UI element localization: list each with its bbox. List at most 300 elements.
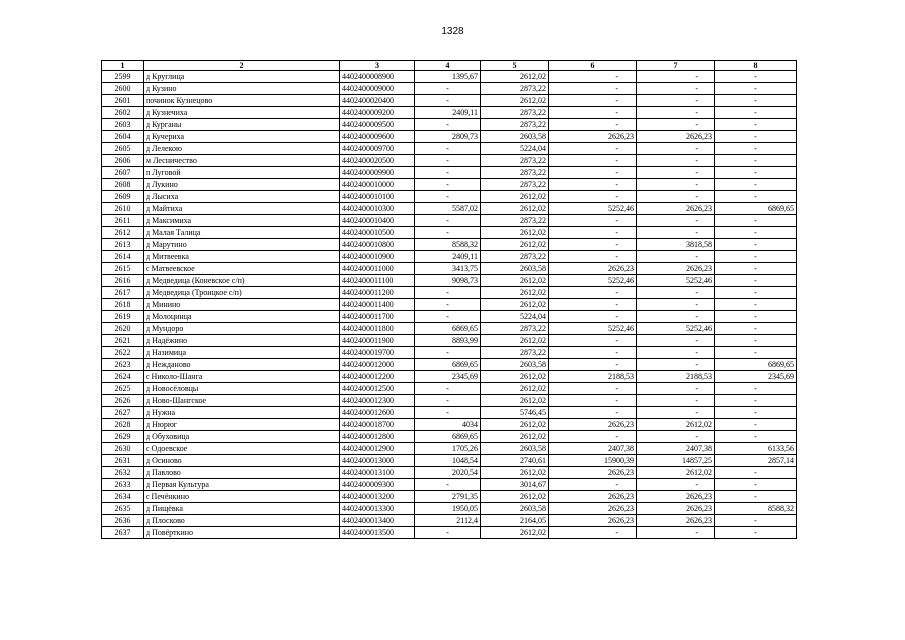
table-cell-col-3: 4402400008900 <box>340 71 415 83</box>
table-cell-col-5: 2612,02 <box>481 371 549 383</box>
table-cell-col-1: 2602 <box>102 107 144 119</box>
table-cell-col-4: - <box>415 143 481 155</box>
table-cell-col-8: - <box>715 299 797 311</box>
table-cell-col-2: д Медведица (Коневское с/п) <box>144 275 340 287</box>
table-row <box>102 515 797 527</box>
table-row <box>102 155 797 167</box>
table-cell-col-1: 2634 <box>102 491 144 503</box>
table-cell-col-6: - <box>549 251 637 263</box>
table-cell-col-6: - <box>549 383 637 395</box>
table-cell-col-3: 4402400019700 <box>340 347 415 359</box>
table-cell-col-3: 4402400011800 <box>340 323 415 335</box>
table-cell-col-4: - <box>415 479 481 491</box>
table-cell-col-5: 2612,02 <box>481 491 549 503</box>
table-cell-col-8: 6869,65 <box>715 359 797 371</box>
table-cell-col-6: - <box>549 215 637 227</box>
table-cell-col-8: - <box>715 167 797 179</box>
table-row <box>102 443 797 455</box>
table-cell-col-7: 2626,23 <box>637 515 715 527</box>
table-cell-col-8: 2345,69 <box>715 371 797 383</box>
table-cell-col-8: - <box>715 155 797 167</box>
table-cell-col-4: 8588,32 <box>415 239 481 251</box>
table-cell-col-8: - <box>715 95 797 107</box>
table-cell-col-1: 2635 <box>102 503 144 515</box>
table-cell-col-7: 5252,46 <box>637 323 715 335</box>
table-cell-col-5: 2873,22 <box>481 215 549 227</box>
table-cell-col-2: м Лесничество <box>144 155 340 167</box>
table-cell-col-5: 2603,58 <box>481 503 549 515</box>
table-cell-col-3: 4402400013000 <box>340 455 415 467</box>
table-cell-col-6: - <box>549 191 637 203</box>
table-cell-col-1: 2607 <box>102 167 144 179</box>
table-cell-col-7: - <box>637 167 715 179</box>
table-cell-col-5: 2873,22 <box>481 155 549 167</box>
table-cell-col-6: 2626,23 <box>549 419 637 431</box>
table-cell-col-3: 4402400011400 <box>340 299 415 311</box>
table-cell-col-2: д Обуховица <box>144 431 340 443</box>
table-cell-col-5: 2873,22 <box>481 119 549 131</box>
table-cell-col-1: 2633 <box>102 479 144 491</box>
table-cell-col-7: 2626,23 <box>637 131 715 143</box>
table-cell-col-6: 2626,23 <box>549 515 637 527</box>
table-cell-col-4: 4034 <box>415 419 481 431</box>
table-cell-col-5: 2612,02 <box>481 71 549 83</box>
table-cell-col-3: 4402400011200 <box>340 287 415 299</box>
table-cell-col-8: 6869,65 <box>715 203 797 215</box>
table-cell-col-1: 2622 <box>102 347 144 359</box>
table-cell-col-6: - <box>549 359 637 371</box>
table-cell-col-2: д Кузнечиха <box>144 107 340 119</box>
table-cell-col-8: - <box>715 239 797 251</box>
table-cell-col-4: 5587,02 <box>415 203 481 215</box>
column-header-4: 4 <box>415 61 481 71</box>
table-cell-col-2: починок Кузнецово <box>144 95 340 107</box>
table-cell-col-6: - <box>549 287 637 299</box>
table-cell-col-2: д Кучериха <box>144 131 340 143</box>
table-cell-col-7: 2626,23 <box>637 491 715 503</box>
table-cell-col-8: - <box>715 227 797 239</box>
table-cell-col-5: 2603,58 <box>481 131 549 143</box>
table-cell-col-2: с Матвеевское <box>144 263 340 275</box>
column-header-7: 7 <box>637 61 715 71</box>
table-cell-col-1: 2620 <box>102 323 144 335</box>
table-cell-col-3: 4402400020500 <box>340 155 415 167</box>
table-row <box>102 455 797 467</box>
table-cell-col-1: 2625 <box>102 383 144 395</box>
table-cell-col-6: - <box>549 335 637 347</box>
table-cell-col-6: 2626,23 <box>549 263 637 275</box>
table-cell-col-2: д Новосёловцы <box>144 383 340 395</box>
table-cell-col-6: - <box>549 311 637 323</box>
table-cell-col-3: 4402400013100 <box>340 467 415 479</box>
table-cell-col-3: 4402400009300 <box>340 479 415 491</box>
table-cell-col-7: - <box>637 143 715 155</box>
table-cell-col-8: - <box>715 119 797 131</box>
table-cell-col-4: - <box>415 83 481 95</box>
table-cell-col-8: 6133,56 <box>715 443 797 455</box>
table-cell-col-2: д Малая Талица <box>144 227 340 239</box>
table-cell-col-7: - <box>637 395 715 407</box>
table-cell-col-3: 4402400013200 <box>340 491 415 503</box>
table-cell-col-5: 5224,04 <box>481 143 549 155</box>
table-cell-col-8: 8588,32 <box>715 503 797 515</box>
table-row <box>102 71 797 83</box>
table-cell-col-7: 2612,02 <box>637 467 715 479</box>
table-cell-col-8: - <box>715 431 797 443</box>
table-cell-col-8: - <box>715 479 797 491</box>
table-cell-col-1: 2621 <box>102 335 144 347</box>
table-cell-col-6: 2626,23 <box>549 503 637 515</box>
table-row <box>102 107 797 119</box>
table-row <box>102 95 797 107</box>
table-cell-col-1: 2632 <box>102 467 144 479</box>
table-cell-col-1: 2629 <box>102 431 144 443</box>
table-row <box>102 335 797 347</box>
table-cell-col-7: - <box>637 287 715 299</box>
table-cell-col-5: 2612,02 <box>481 227 549 239</box>
table-cell-col-6: - <box>549 167 637 179</box>
table-cell-col-7: - <box>637 215 715 227</box>
table-row <box>102 119 797 131</box>
table-cell-col-1: 2616 <box>102 275 144 287</box>
table-cell-col-1: 2604 <box>102 131 144 143</box>
table-cell-col-6: - <box>549 95 637 107</box>
column-header-2: 2 <box>144 61 340 71</box>
table-cell-col-3: 4402400012200 <box>340 371 415 383</box>
table-cell-col-7: - <box>637 83 715 95</box>
table-cell-col-3: 4402400011100 <box>340 275 415 287</box>
table-cell-col-4: - <box>415 383 481 395</box>
table-cell-col-4: 2020,54 <box>415 467 481 479</box>
table-cell-col-2: д Первая Культура <box>144 479 340 491</box>
table-cell-col-5: 2873,22 <box>481 179 549 191</box>
table-cell-col-7: - <box>637 251 715 263</box>
table-cell-col-7: 3818,58 <box>637 239 715 251</box>
table-row <box>102 491 797 503</box>
table-cell-col-5: 2612,02 <box>481 419 549 431</box>
table-cell-col-8: - <box>715 515 797 527</box>
table-cell-col-2: д Повёрткино <box>144 527 340 539</box>
table-cell-col-2: д Медведица (Троицкое с/п) <box>144 287 340 299</box>
table-cell-col-6: - <box>549 83 637 95</box>
table-cell-col-3: 4402400010800 <box>340 239 415 251</box>
table-row <box>102 275 797 287</box>
table-cell-col-8: - <box>715 419 797 431</box>
table-cell-col-4: 6869,65 <box>415 431 481 443</box>
table-cell-col-7: - <box>637 191 715 203</box>
table-row <box>102 251 797 263</box>
table-cell-col-1: 2600 <box>102 83 144 95</box>
table-cell-col-7: - <box>637 107 715 119</box>
table-cell-col-8: - <box>715 275 797 287</box>
table-cell-col-6: - <box>549 431 637 443</box>
table-cell-col-2: д Осиново <box>144 455 340 467</box>
table-cell-col-4: 1048,54 <box>415 455 481 467</box>
table-cell-col-8: - <box>715 107 797 119</box>
table-cell-col-6: - <box>549 155 637 167</box>
table-cell-col-3: 4402400009700 <box>340 143 415 155</box>
table-cell-col-8: - <box>715 251 797 263</box>
table-cell-col-8: - <box>715 527 797 539</box>
table-cell-col-5: 2873,22 <box>481 347 549 359</box>
table-cell-col-7: - <box>637 407 715 419</box>
table-row <box>102 131 797 143</box>
table-cell-col-4: - <box>415 215 481 227</box>
table-cell-col-4: - <box>415 287 481 299</box>
table-row <box>102 383 797 395</box>
table-cell-col-2: д Нюрюг <box>144 419 340 431</box>
table-cell-col-6: - <box>549 107 637 119</box>
table-cell-col-8: - <box>715 491 797 503</box>
table-cell-col-8: - <box>715 347 797 359</box>
table-cell-col-1: 2624 <box>102 371 144 383</box>
table-row <box>102 227 797 239</box>
table-cell-col-3: 4402400012500 <box>340 383 415 395</box>
table-row <box>102 179 797 191</box>
table-cell-col-6: 5252,46 <box>549 203 637 215</box>
table-cell-col-1: 2612 <box>102 227 144 239</box>
table-row <box>102 215 797 227</box>
table-cell-col-7: - <box>637 311 715 323</box>
table-cell-col-2: п Луговой <box>144 167 340 179</box>
table-cell-col-1: 2606 <box>102 155 144 167</box>
table-cell-col-1: 2614 <box>102 251 144 263</box>
table-cell-col-6: - <box>549 395 637 407</box>
table-cell-col-3: 4402400010500 <box>340 227 415 239</box>
table-cell-col-1: 2613 <box>102 239 144 251</box>
table-cell-col-3: 4402400013300 <box>340 503 415 515</box>
table-cell-col-4: 1705,26 <box>415 443 481 455</box>
table-cell-col-2: д Молоцинцa <box>144 311 340 323</box>
table-cell-col-5: 2612,02 <box>481 191 549 203</box>
table-cell-col-5: 2612,02 <box>481 431 549 443</box>
table-cell-col-3: 4402400013500 <box>340 527 415 539</box>
table-cell-col-6: 2626,23 <box>549 491 637 503</box>
table-cell-col-2: д Митвеевка <box>144 251 340 263</box>
table-cell-col-8: - <box>715 143 797 155</box>
table-cell-col-3: 4402400011000 <box>340 263 415 275</box>
table-cell-col-2: д Ново-Шангское <box>144 395 340 407</box>
table-cell-col-5: 2612,02 <box>481 383 549 395</box>
table-cell-col-2: д Круглица <box>144 71 340 83</box>
table-cell-col-8: - <box>715 287 797 299</box>
table-cell-col-3: 4402400020400 <box>340 95 415 107</box>
table-cell-col-1: 2610 <box>102 203 144 215</box>
table-cell-col-3: 4402400012900 <box>340 443 415 455</box>
table-cell-col-1: 2631 <box>102 455 144 467</box>
table-cell-col-7: - <box>637 431 715 443</box>
table-cell-col-1: 2601 <box>102 95 144 107</box>
table-cell-col-1: 2630 <box>102 443 144 455</box>
table-cell-col-8: 2857,14 <box>715 455 797 467</box>
table-cell-col-4: - <box>415 179 481 191</box>
table-cell-col-8: - <box>715 395 797 407</box>
table-cell-col-5: 2612,02 <box>481 275 549 287</box>
table-cell-col-6: - <box>549 227 637 239</box>
table-cell-col-7: - <box>637 383 715 395</box>
table-cell-col-4: 2809,73 <box>415 131 481 143</box>
table-cell-col-8: - <box>715 83 797 95</box>
table-cell-col-6: 2626,23 <box>549 467 637 479</box>
table-cell-col-6: 15900,39 <box>549 455 637 467</box>
table-cell-col-5: 2612,02 <box>481 287 549 299</box>
table-cell-col-4: 1395,67 <box>415 71 481 83</box>
table-cell-col-3: 4402400010900 <box>340 251 415 263</box>
table-cell-col-4: - <box>415 95 481 107</box>
table-cell-col-7: - <box>637 527 715 539</box>
table-cell-col-7: 2626,23 <box>637 263 715 275</box>
table-body <box>102 71 797 539</box>
table-cell-col-3: 4402400012300 <box>340 395 415 407</box>
table-cell-col-8: - <box>715 191 797 203</box>
table-row <box>102 359 797 371</box>
table-cell-col-4: - <box>415 191 481 203</box>
table-row <box>102 503 797 515</box>
table-cell-col-6: - <box>549 407 637 419</box>
table-cell-col-5: 2603,58 <box>481 443 549 455</box>
table-cell-col-5: 2873,22 <box>481 167 549 179</box>
table-cell-col-8: - <box>715 263 797 275</box>
table-cell-col-7: 2407,38 <box>637 443 715 455</box>
table-row <box>102 479 797 491</box>
table-cell-col-6: - <box>549 347 637 359</box>
table-cell-col-6: 2188,53 <box>549 371 637 383</box>
table-cell-col-8: - <box>715 335 797 347</box>
table-cell-col-4: 2345,69 <box>415 371 481 383</box>
table-row <box>102 311 797 323</box>
table-cell-col-3: 4402400010100 <box>340 191 415 203</box>
data-table <box>101 60 797 539</box>
table-row <box>102 263 797 275</box>
table-cell-col-5: 2612,02 <box>481 299 549 311</box>
table-cell-col-2: д Курганы <box>144 119 340 131</box>
table-cell-col-5: 5224,04 <box>481 311 549 323</box>
table-cell-col-2: д Майтиха <box>144 203 340 215</box>
table-row <box>102 203 797 215</box>
table-cell-col-5: 2740,61 <box>481 455 549 467</box>
table-cell-col-2: д Нужна <box>144 407 340 419</box>
table-row <box>102 527 797 539</box>
table-cell-col-7: 2612,02 <box>637 419 715 431</box>
table-cell-col-7: - <box>637 479 715 491</box>
table-cell-col-8: - <box>715 407 797 419</box>
table-cell-col-2: д Лукино <box>144 179 340 191</box>
table-cell-col-4: 2409,11 <box>415 251 481 263</box>
table-cell-col-2: д Мундоро <box>144 323 340 335</box>
table-cell-col-2: д Минино <box>144 299 340 311</box>
table-cell-col-4: 6869,65 <box>415 359 481 371</box>
table-cell-col-3: 4402400010300 <box>340 203 415 215</box>
table-cell-col-3: 4402400012800 <box>340 431 415 443</box>
table-cell-col-5: 2612,02 <box>481 335 549 347</box>
table-cell-col-6: - <box>549 119 637 131</box>
table-cell-col-6: - <box>549 143 637 155</box>
table-row <box>102 191 797 203</box>
table-cell-col-2: д Лелекою <box>144 143 340 155</box>
table-cell-col-8: - <box>715 467 797 479</box>
table-cell-col-1: 2637 <box>102 527 144 539</box>
table-row <box>102 83 797 95</box>
table-cell-col-1: 2623 <box>102 359 144 371</box>
table-cell-col-5: 2612,02 <box>481 239 549 251</box>
table-cell-col-7: - <box>637 335 715 347</box>
table-cell-col-4: 8893,99 <box>415 335 481 347</box>
table-cell-col-8: - <box>715 323 797 335</box>
table-cell-col-4: 3413,75 <box>415 263 481 275</box>
table-cell-col-7: - <box>637 347 715 359</box>
table-row <box>102 395 797 407</box>
table-cell-col-4: - <box>415 395 481 407</box>
column-header-5: 5 <box>481 61 549 71</box>
table-cell-col-2: д Пищёвка <box>144 503 340 515</box>
table-cell-col-7: - <box>637 71 715 83</box>
table-cell-col-8: - <box>715 131 797 143</box>
table-cell-col-7: 2626,23 <box>637 203 715 215</box>
table-cell-col-2: д Кузино <box>144 83 340 95</box>
table-cell-col-3: 4402400012600 <box>340 407 415 419</box>
table-row <box>102 431 797 443</box>
table-cell-col-4: 6869,65 <box>415 323 481 335</box>
table-cell-col-7: - <box>637 155 715 167</box>
table-row <box>102 323 797 335</box>
table-cell-col-4: - <box>415 119 481 131</box>
table-cell-col-5: 2612,02 <box>481 203 549 215</box>
table-cell-col-8: - <box>715 311 797 323</box>
table-cell-col-6: 5252,46 <box>549 323 637 335</box>
table-cell-col-3: 4402400009500 <box>340 119 415 131</box>
table-cell-col-1: 2611 <box>102 215 144 227</box>
table-cell-col-1: 2615 <box>102 263 144 275</box>
table-cell-col-2: д Плосково <box>144 515 340 527</box>
table-cell-col-4: - <box>415 347 481 359</box>
table-cell-col-1: 2603 <box>102 119 144 131</box>
table-header-row <box>102 61 797 71</box>
table-cell-col-1: 2627 <box>102 407 144 419</box>
table-cell-col-6: - <box>549 239 637 251</box>
table-cell-col-3: 4402400012000 <box>340 359 415 371</box>
table-cell-col-3: 4402400009000 <box>340 83 415 95</box>
table-cell-col-2: д Максимиха <box>144 215 340 227</box>
table-cell-col-5: 2612,02 <box>481 95 549 107</box>
table-cell-col-2: д Лысиха <box>144 191 340 203</box>
table-cell-col-3: 4402400009200 <box>340 107 415 119</box>
table-cell-col-3: 4402400013400 <box>340 515 415 527</box>
table-cell-col-2: д Нежданово <box>144 359 340 371</box>
table-cell-col-7: 5252,46 <box>637 275 715 287</box>
table-cell-col-3: 4402400009600 <box>340 131 415 143</box>
table-cell-col-5: 2873,22 <box>481 83 549 95</box>
table-cell-col-4: - <box>415 407 481 419</box>
table-cell-col-3: 4402400011700 <box>340 311 415 323</box>
table-cell-col-1: 2608 <box>102 179 144 191</box>
table-cell-col-6: - <box>549 71 637 83</box>
table-cell-col-3: 4402400011900 <box>340 335 415 347</box>
table-cell-col-8: - <box>715 215 797 227</box>
table-cell-col-8: - <box>715 383 797 395</box>
table-cell-col-5: 3014,67 <box>481 479 549 491</box>
table-cell-col-7: - <box>637 227 715 239</box>
table-cell-col-5: 2164,05 <box>481 515 549 527</box>
table-cell-col-3: 4402400018700 <box>340 419 415 431</box>
table-row <box>102 467 797 479</box>
table-cell-col-7: - <box>637 179 715 191</box>
table-row <box>102 299 797 311</box>
table-cell-col-2: д Назимица <box>144 347 340 359</box>
table-cell-col-4: 2409,11 <box>415 107 481 119</box>
table-cell-col-4: 2791,35 <box>415 491 481 503</box>
table-cell-col-7: 14857,25 <box>637 455 715 467</box>
table-cell-col-1: 2599 <box>102 71 144 83</box>
